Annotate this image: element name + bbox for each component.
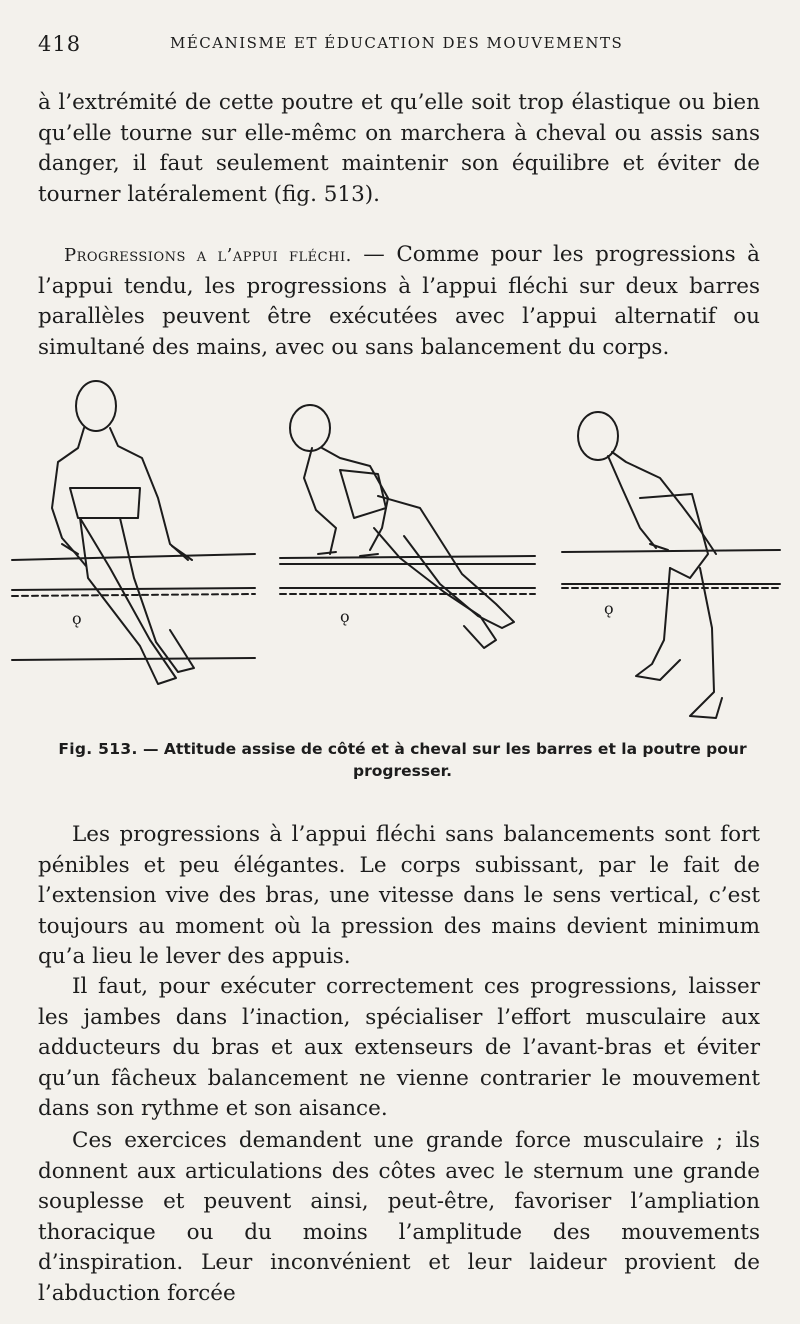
section-progressions-appui-flechi bbox=[38, 240, 760, 363]
figure-caption-label: Fig. 513. bbox=[58, 740, 138, 758]
section-text: Comme pour les progressions à l’appui tendu, les progressions à l’appui fléchi sur deux barres parallèles peuvent être exécutées avec l’appui alternatif ou simultané des mains, avec ou sans balancement du corps. bbox=[38, 242, 761, 360]
page-header bbox=[38, 30, 758, 60]
right-gymnast-figure bbox=[578, 412, 722, 718]
section-heading-dash: — bbox=[351, 242, 397, 267]
svg-text:ǫ: ǫ bbox=[604, 599, 614, 618]
svg-text:ǫ: ǫ bbox=[72, 609, 82, 628]
section-heading: Progressions a l’appui fléchi. bbox=[64, 245, 352, 266]
figure-caption-text: — Attitude assise de côté et à cheval sur les barres et la poutre pour progresser. bbox=[137, 740, 747, 780]
figure-illustration bbox=[0, 378, 800, 738]
middle-parallel-bars bbox=[280, 556, 535, 626]
paragraph-il-faut: Il faut, pour exécuter correctement ces progressions, laisser les jambes dans l’inaction, spécialiser l’effort musculaire aux adducteurs du bras et aux extenseurs de l’avant-bras et éviter qu’un fâcheux balancement ne vienne contrarier le mouvement dans son rythme et son aisance. bbox=[38, 974, 760, 1121]
running-head: MÉCANISME ET ÉDUCATION DES MOUVEMENTS bbox=[170, 34, 624, 52]
figure-513 bbox=[0, 378, 800, 738]
paragraph-ces-exercices: Ces exercices demandent une grande force musculaire ; ils donnent aux articulations des côtes avec le sternum une grande souplesse et peuvent ainsi, peut-être, favoriser l’ampliation thoracique ou du moins l’amplitude des mouvements d’inspiration. Leur inconvénient et leur laideur provient de l’abduction forcée bbox=[38, 1128, 760, 1306]
middle-gymnast-figure bbox=[290, 405, 514, 648]
svg-text:ǫ: ǫ bbox=[340, 607, 350, 626]
left-gymnast-figure bbox=[52, 381, 194, 684]
left-parallel-bars bbox=[12, 554, 255, 660]
paragraph-continuation: à l’extrémité de cette poutre et qu’elle soit trop élastique ou bien qu’elle tourne sur elle-mêmc on marchera à cheval ou assis sans danger, il faut seulement maintenir son équilibre et éviter de tourner latéralement (fig. 513). bbox=[38, 90, 760, 207]
paragraph-sans-balancements: Les progressions à l’appui fléchi sans balancements sont fort pénibles et peu élégantes. Le corps subissant, par le fait de l’extension vive des bras, une vitesse dans le sens vertical, c’est toujours au moment où la pression des mains devient minimum qu’a lieu le lever des appuis. bbox=[38, 822, 760, 969]
page-number: 418 bbox=[38, 32, 82, 56]
right-beam bbox=[562, 550, 780, 618]
figure-caption bbox=[40, 738, 765, 782]
